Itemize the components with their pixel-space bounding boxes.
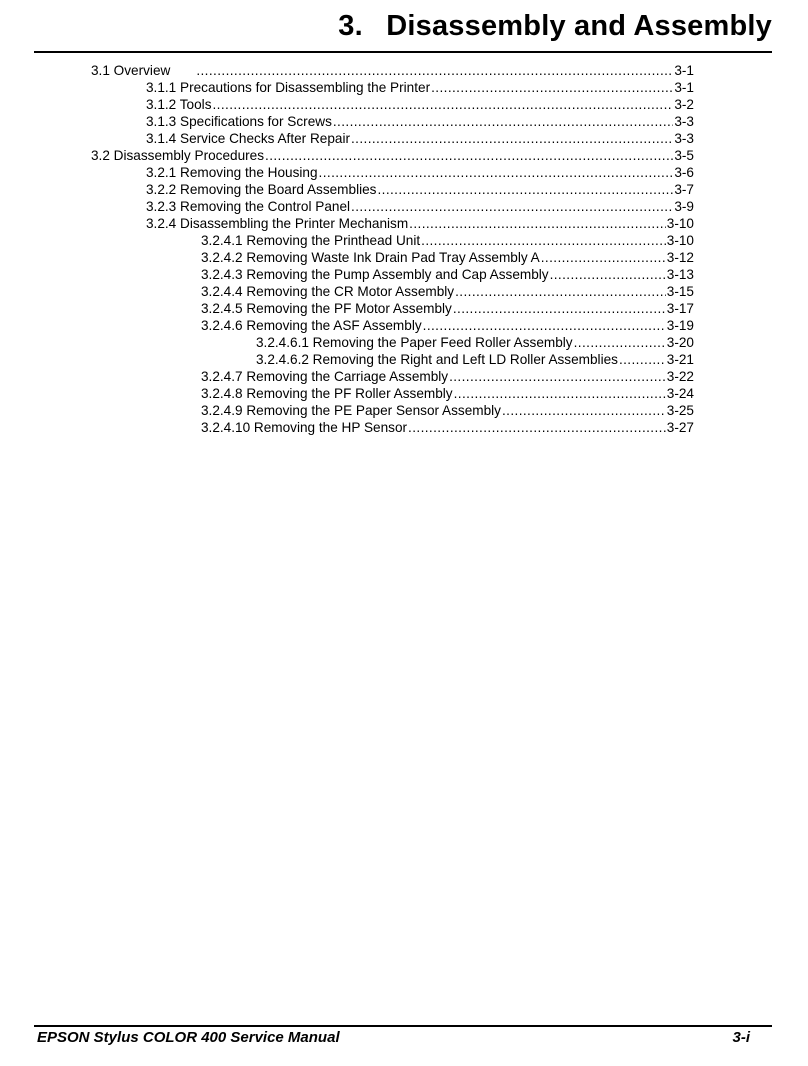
toc-entry-label: 3.2.4.10 Removing the HP Sensor [201, 420, 408, 435]
page-footer [37, 1029, 750, 1046]
toc-leader [619, 351, 666, 368]
toc-entry[interactable] [201, 249, 694, 266]
header-divider [34, 51, 772, 53]
toc-entry-label: 3.1.1 Precautions for Disassembling the Printer [146, 80, 431, 95]
toc-entry-page: 3-1 [674, 80, 694, 95]
toc-entry[interactable] [256, 334, 694, 351]
toc-entry[interactable] [201, 317, 694, 334]
toc-entry-label: 3.2.1 Removing the Housing [146, 165, 318, 180]
toc-entry[interactable] [146, 164, 694, 181]
toc-entry-page: 3-6 [674, 165, 694, 180]
toc-entry[interactable] [146, 181, 694, 198]
toc-leader [319, 164, 674, 181]
footer-manual-title: EPSON Stylus COLOR 400 Service Manual [37, 1029, 340, 1046]
toc-entry-page: 3-25 [666, 403, 694, 418]
toc-entry-page: 3-20 [666, 335, 694, 350]
toc-leader [423, 317, 666, 334]
toc-leader [421, 232, 666, 249]
toc-entry-page: 3-27 [666, 420, 694, 435]
toc-entry-label: 3.2.4.7 Removing the Carriage Assembly [201, 369, 449, 384]
toc-leader [455, 283, 666, 300]
footer-page-number: 3-i [732, 1029, 750, 1046]
toc-entry-label: 3.2.4.1 Removing the Printhead Unit [201, 233, 421, 248]
toc-entry[interactable] [201, 300, 694, 317]
toc-leader [574, 334, 666, 351]
chapter-number: 3. [338, 10, 363, 42]
toc-entry-page: 3-1 [674, 63, 694, 78]
toc-entry[interactable] [201, 266, 694, 283]
toc-leader [265, 147, 673, 164]
toc-entry[interactable] [146, 79, 694, 96]
toc-entry-page: 3-17 [666, 301, 694, 316]
toc-entry-page: 3-13 [666, 267, 694, 282]
toc-entry-page: 3-10 [666, 233, 694, 248]
toc-entry-page: 3-3 [674, 114, 694, 129]
toc-entry[interactable] [201, 368, 694, 385]
toc-leader [213, 96, 674, 113]
toc-entry-label: 3.2.4.2 Removing Waste Ink Drain Pad Tray Assembly A [201, 250, 540, 265]
toc-entry[interactable] [201, 283, 694, 300]
toc-leader [550, 266, 666, 283]
toc-leader [196, 62, 673, 79]
toc-leader [377, 181, 673, 198]
toc-entry-page: 3-10 [666, 216, 694, 231]
toc-entry-label: 3.2.4.3 Removing the Pump Assembly and Cap Assembly [201, 267, 549, 282]
toc-entry-page: 3-9 [674, 199, 694, 214]
toc-entry[interactable] [201, 232, 694, 249]
toc-entry[interactable] [91, 62, 694, 79]
toc-leader [449, 368, 666, 385]
toc-entry[interactable] [146, 198, 694, 215]
toc-entry[interactable] [201, 419, 694, 436]
toc-entry-page: 3-15 [666, 284, 694, 299]
footer-divider [34, 1025, 772, 1027]
toc-entry-label: 3.1.4 Service Checks After Repair [146, 131, 350, 146]
toc-entry-label: 3.2.4.6 Removing the ASF Assembly [201, 318, 422, 333]
toc-leader [351, 198, 673, 215]
toc-entry-label: 3.2.4.6.1 Removing the Paper Feed Roller Assembly [256, 335, 573, 350]
toc-entry-page: 3-21 [666, 352, 694, 367]
toc-entry-label: 3.2.4.6.2 Removing the Right and Left LD Roller Assemblies [256, 352, 618, 367]
toc-entry[interactable] [146, 96, 694, 113]
toc-entry-label: 3.2.2 Removing the Board Assemblies [146, 182, 377, 197]
toc-leader [541, 249, 666, 266]
toc-entry[interactable] [146, 113, 694, 130]
toc-entry-page: 3-2 [674, 97, 694, 112]
chapter-title [338, 10, 772, 43]
toc-entry-page: 3-24 [666, 386, 694, 401]
toc-entry-label: 3.1.2 Tools [146, 97, 212, 112]
toc-entry-label: 3.2.4.5 Removing the PF Motor Assembly [201, 301, 452, 316]
toc-entry[interactable] [91, 147, 694, 164]
toc-entry-label: 3.2.4 Disassembling the Printer Mechanism [146, 216, 409, 231]
toc-entry-page: 3-7 [674, 182, 694, 197]
toc-entry[interactable] [146, 215, 694, 232]
toc-entry[interactable] [201, 402, 694, 419]
toc-leader [408, 419, 666, 436]
toc-entry-label: 3.2.4.4 Removing the CR Motor Assembly [201, 284, 455, 299]
toc-entry-label: 3.2 Disassembly Procedures [91, 148, 265, 163]
toc-entry-label: 3.1.3 Specifications for Screws [146, 114, 332, 129]
toc-entry-label: 3.2.4.9 Removing the PE Paper Sensor Assembly [201, 403, 501, 418]
toc-entry-page: 3-22 [666, 369, 694, 384]
toc-leader [454, 385, 666, 402]
toc-entry-page: 3-19 [666, 318, 694, 333]
toc-entry[interactable] [201, 385, 694, 402]
toc-entry-page: 3-12 [666, 250, 694, 265]
toc-leader [502, 402, 666, 419]
toc-leader [409, 215, 666, 232]
toc-entry-page: 3-3 [674, 131, 694, 146]
toc-entry-label: 3.2.3 Removing the Control Panel [146, 199, 351, 214]
toc-leader [333, 113, 673, 130]
toc-leader [351, 130, 673, 147]
toc-entry-label: 3.2.4.8 Removing the PF Roller Assembly [201, 386, 453, 401]
toc-leader [453, 300, 666, 317]
toc-entry[interactable] [256, 351, 694, 368]
toc-entry-page: 3-5 [674, 148, 694, 163]
toc-entry[interactable] [146, 130, 694, 147]
chapter-title-text: Disassembly and Assembly [386, 10, 772, 42]
toc-entry-label: 3.1 Overview [91, 63, 171, 78]
toc-leader [431, 79, 673, 96]
